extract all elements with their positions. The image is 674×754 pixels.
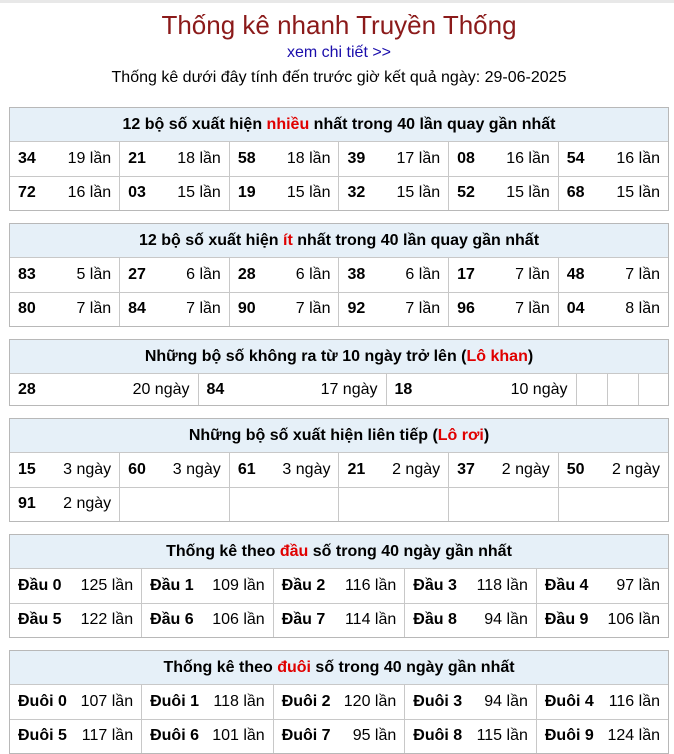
table-cell xyxy=(339,292,449,326)
cell-value: 7 lần xyxy=(186,300,221,318)
table-cell xyxy=(558,258,668,292)
section-title: 12 bộ số xuất hiện nhiều nhất trong 40 lần quay gần nhất xyxy=(10,108,668,142)
page xyxy=(0,3,674,754)
table-cell xyxy=(536,603,668,637)
cell-key: 80 xyxy=(18,300,36,318)
cell-key: Đuôi 1 xyxy=(150,692,199,710)
cell-value: 109 lần xyxy=(212,576,265,594)
cell-key: 90 xyxy=(237,300,256,318)
table-cell xyxy=(449,142,559,176)
cell-key: 21 xyxy=(347,460,366,478)
cell-value: 19 lần xyxy=(67,149,112,167)
section-title: Những bộ số xuất hiện liên tiếp (Lô rơi) xyxy=(10,419,668,453)
cell-key: 50 xyxy=(566,460,585,478)
empty-cell xyxy=(576,374,607,405)
cell-key: Đuôi 4 xyxy=(544,692,594,710)
least-frequent-section xyxy=(9,223,669,327)
cell-value: 2 ngày xyxy=(611,460,660,478)
table-cell xyxy=(558,292,668,326)
cell-value: 116 lần xyxy=(344,576,397,594)
empty-cell xyxy=(449,487,559,521)
cell-value: 120 lần xyxy=(343,692,397,710)
cell-key: 19 xyxy=(237,184,256,202)
table-row xyxy=(10,374,668,405)
cell-key: Đầu 1 xyxy=(150,576,194,594)
table-cell xyxy=(10,603,142,637)
table-cell xyxy=(229,258,339,292)
table-row xyxy=(10,258,668,292)
cell-key: Đầu 0 xyxy=(18,576,62,594)
cell-value: 122 lần xyxy=(80,611,134,629)
table-cell xyxy=(405,569,537,603)
table-cell xyxy=(339,258,449,292)
cell-value: 95 lần xyxy=(352,727,397,745)
cell-key: 58 xyxy=(237,149,256,167)
lo-roi-section xyxy=(9,418,669,522)
empty-cell xyxy=(607,374,638,405)
cell-value: 15 lần xyxy=(506,184,550,202)
cell-value: 18 lần xyxy=(177,149,221,167)
most-frequent-section xyxy=(9,107,669,211)
cell-key: Đuôi 8 xyxy=(413,727,463,745)
cell-value: 5 lần xyxy=(76,265,112,283)
empty-cell xyxy=(229,487,339,521)
cell-key: 32 xyxy=(347,184,366,202)
table-cell xyxy=(142,603,274,637)
table-cell xyxy=(10,258,120,292)
table-row xyxy=(10,142,668,176)
table-cell xyxy=(536,719,668,753)
cell-key: Đầu 3 xyxy=(413,576,457,594)
table-cell xyxy=(120,142,230,176)
cell-value: 15 lần xyxy=(286,184,331,202)
cell-value: 7 lần xyxy=(625,265,660,283)
table-cell xyxy=(273,603,405,637)
cell-key: Đuôi 6 xyxy=(150,727,199,745)
table-cell xyxy=(10,292,120,326)
empty-cell xyxy=(339,487,449,521)
cell-key: 72 xyxy=(18,184,36,202)
cell-key: Đầu 8 xyxy=(413,611,457,629)
table-cell xyxy=(120,292,230,326)
cell-key: Đầu 4 xyxy=(544,576,589,594)
cell-value: 125 lần xyxy=(80,576,134,594)
cell-key: 27 xyxy=(128,265,146,283)
cell-key: Đầu 9 xyxy=(544,611,589,629)
cell-value: 2 ngày xyxy=(63,495,112,513)
cell-value: 16 lần xyxy=(506,149,550,167)
table-cell xyxy=(536,569,668,603)
cell-value: 2 ngày xyxy=(501,460,550,478)
cell-key: 17 xyxy=(457,265,475,283)
empty-cell xyxy=(638,374,668,405)
cell-value: 8 lần xyxy=(625,300,660,318)
table-row xyxy=(10,487,668,521)
cell-value: 3 ngày xyxy=(172,460,221,478)
table-cell: 28 20 ngày xyxy=(10,374,198,405)
table-cell xyxy=(142,569,274,603)
cell-key: 84 xyxy=(128,300,146,318)
cell-value: 124 lần xyxy=(607,727,660,745)
table-cell xyxy=(229,142,339,176)
table-row xyxy=(10,176,668,210)
cell-key: 96 xyxy=(457,300,475,318)
table-cell xyxy=(142,685,274,719)
table-cell xyxy=(142,719,274,753)
cell-value: 107 lần xyxy=(80,692,134,710)
cell-key: Đầu 7 xyxy=(281,611,326,629)
table-cell xyxy=(339,176,449,210)
table-row xyxy=(10,453,668,487)
table-cell xyxy=(229,292,339,326)
cell-key: 08 xyxy=(457,149,475,167)
cell-value: 106 lần xyxy=(607,611,660,629)
table-row xyxy=(10,719,668,753)
table-cell xyxy=(10,487,120,521)
cell-key: 54 xyxy=(566,149,585,167)
table-cell xyxy=(10,569,142,603)
cell-key: 21 xyxy=(128,149,146,167)
table-row xyxy=(10,603,668,637)
table-cell xyxy=(536,685,668,719)
dau-stats-section xyxy=(9,534,669,638)
cell-value: 3 ngày xyxy=(282,460,331,478)
cell-key: Đầu 2 xyxy=(281,576,326,594)
cell-value: 7 lần xyxy=(76,300,112,318)
cell-key: 48 xyxy=(566,265,585,283)
cell-key: Đầu 6 xyxy=(150,611,194,629)
table-cell xyxy=(339,453,449,487)
cell-key: Đuôi 0 xyxy=(18,692,67,710)
cell-value: 118 lần xyxy=(476,576,528,594)
table-cell xyxy=(405,603,537,637)
least-frequent-table xyxy=(10,258,668,326)
table-row xyxy=(10,569,668,603)
cell-value: 116 lần xyxy=(608,692,660,710)
table-cell xyxy=(120,258,230,292)
table-cell xyxy=(229,453,339,487)
table-cell xyxy=(558,453,668,487)
table-cell xyxy=(405,719,537,753)
section-title: Những bộ số không ra từ 10 ngày trở lên (Lô khan) xyxy=(10,340,668,374)
lo-roi-table xyxy=(10,453,668,521)
table-cell xyxy=(558,142,668,176)
table-cell xyxy=(10,685,142,719)
section-title: Thống kê theo đầu số trong 40 ngày gần nhất xyxy=(10,535,668,569)
cell-value: 106 lần xyxy=(212,611,265,629)
cell-value: 101 lần xyxy=(212,727,265,745)
cell-key: 83 xyxy=(18,265,36,283)
table-cell xyxy=(273,685,405,719)
lo-khan-section xyxy=(9,339,669,406)
cell-key: 91 xyxy=(18,495,36,513)
cell-key: Đuôi 5 xyxy=(18,727,67,745)
table-cell xyxy=(10,142,120,176)
table-cell xyxy=(10,453,120,487)
table-cell xyxy=(273,569,405,603)
cell-key: 28 xyxy=(237,265,256,283)
table-cell xyxy=(449,258,559,292)
cell-value: 97 lần xyxy=(616,576,660,594)
cell-value: 114 lần xyxy=(344,611,397,629)
table-cell xyxy=(273,719,405,753)
cell-key: 15 xyxy=(18,460,36,478)
cell-value: 115 lần xyxy=(476,727,528,745)
cell-key: 04 xyxy=(566,300,585,318)
cell-key: 60 xyxy=(128,460,146,478)
table-cell xyxy=(120,453,230,487)
cell-value: 6 lần xyxy=(295,265,331,283)
cell-key: Đuôi 7 xyxy=(281,727,331,745)
cell-value: 2 ngày xyxy=(392,460,441,478)
cell-value: 94 lần xyxy=(484,611,528,629)
cell-value: 18 lần xyxy=(286,149,331,167)
cell-key: Đuôi 3 xyxy=(413,692,463,710)
cell-value: 118 lần xyxy=(213,692,265,710)
duoi-stats-section xyxy=(9,650,669,754)
table-cell xyxy=(10,176,120,210)
cell-value: 6 lần xyxy=(405,265,441,283)
cell-key: Đuôi 9 xyxy=(544,727,594,745)
cell-value: 15 lần xyxy=(396,184,441,202)
cell-key: 37 xyxy=(457,460,475,478)
table-cell xyxy=(449,292,559,326)
cell-value: 94 lần xyxy=(484,692,528,710)
cell-key: 61 xyxy=(237,460,256,478)
cell-key: 39 xyxy=(347,149,366,167)
cell-value: 16 lần xyxy=(67,184,112,202)
cell-value: 7 lần xyxy=(515,265,550,283)
table-cell xyxy=(449,176,559,210)
page-title: Thống kê nhanh Truyền Thống xyxy=(161,10,517,40)
cell-value: 117 lần xyxy=(81,727,134,745)
cell-value: 3 ngày xyxy=(63,460,112,478)
cell-key: 92 xyxy=(347,300,366,318)
cell-key: Đuôi 2 xyxy=(281,692,331,710)
cell-value: 15 lần xyxy=(616,184,660,202)
table-row xyxy=(10,292,668,326)
section-title: Thống kê theo đuôi số trong 40 ngày gần nhất xyxy=(10,651,668,685)
duoi-stats-table xyxy=(10,685,668,753)
header xyxy=(9,3,669,93)
table-row xyxy=(10,685,668,719)
cell-key: 38 xyxy=(347,265,366,283)
section-title: 12 bộ số xuất hiện ít nhất trong 40 lần quay gần nhất xyxy=(10,224,668,258)
detail-link[interactable]: xem chi tiết >> xyxy=(286,44,392,61)
table-cell xyxy=(558,176,668,210)
table-cell xyxy=(10,719,142,753)
cell-value: 15 lần xyxy=(177,184,221,202)
lo-khan-table xyxy=(10,374,668,405)
cell-key: 34 xyxy=(18,149,36,167)
dau-stats-table xyxy=(10,569,668,637)
table-cell xyxy=(405,685,537,719)
cell-value: 7 lần xyxy=(405,300,441,318)
table-cell: 84 17 ngày xyxy=(198,374,386,405)
table-cell xyxy=(449,453,559,487)
empty-cell xyxy=(558,487,668,521)
cell-key: 52 xyxy=(457,184,475,202)
page-subtitle: Thống kê dưới đây tính đến trước giờ kết quả ngày: 29-06-2025 xyxy=(111,69,567,86)
cell-value: 16 lần xyxy=(616,149,660,167)
cell-key: 03 xyxy=(128,184,146,202)
cell-value: 6 lần xyxy=(186,265,221,283)
table-cell xyxy=(120,176,230,210)
cell-value: 7 lần xyxy=(515,300,550,318)
empty-cell xyxy=(120,487,230,521)
cell-key: 68 xyxy=(566,184,585,202)
cell-value: 17 lần xyxy=(396,149,441,167)
table-cell xyxy=(229,176,339,210)
cell-value: 7 lần xyxy=(295,300,331,318)
table-cell: 18 10 ngày xyxy=(386,374,576,405)
cell-key: Đầu 5 xyxy=(18,611,62,629)
most-frequent-table xyxy=(10,142,668,210)
table-cell xyxy=(339,142,449,176)
